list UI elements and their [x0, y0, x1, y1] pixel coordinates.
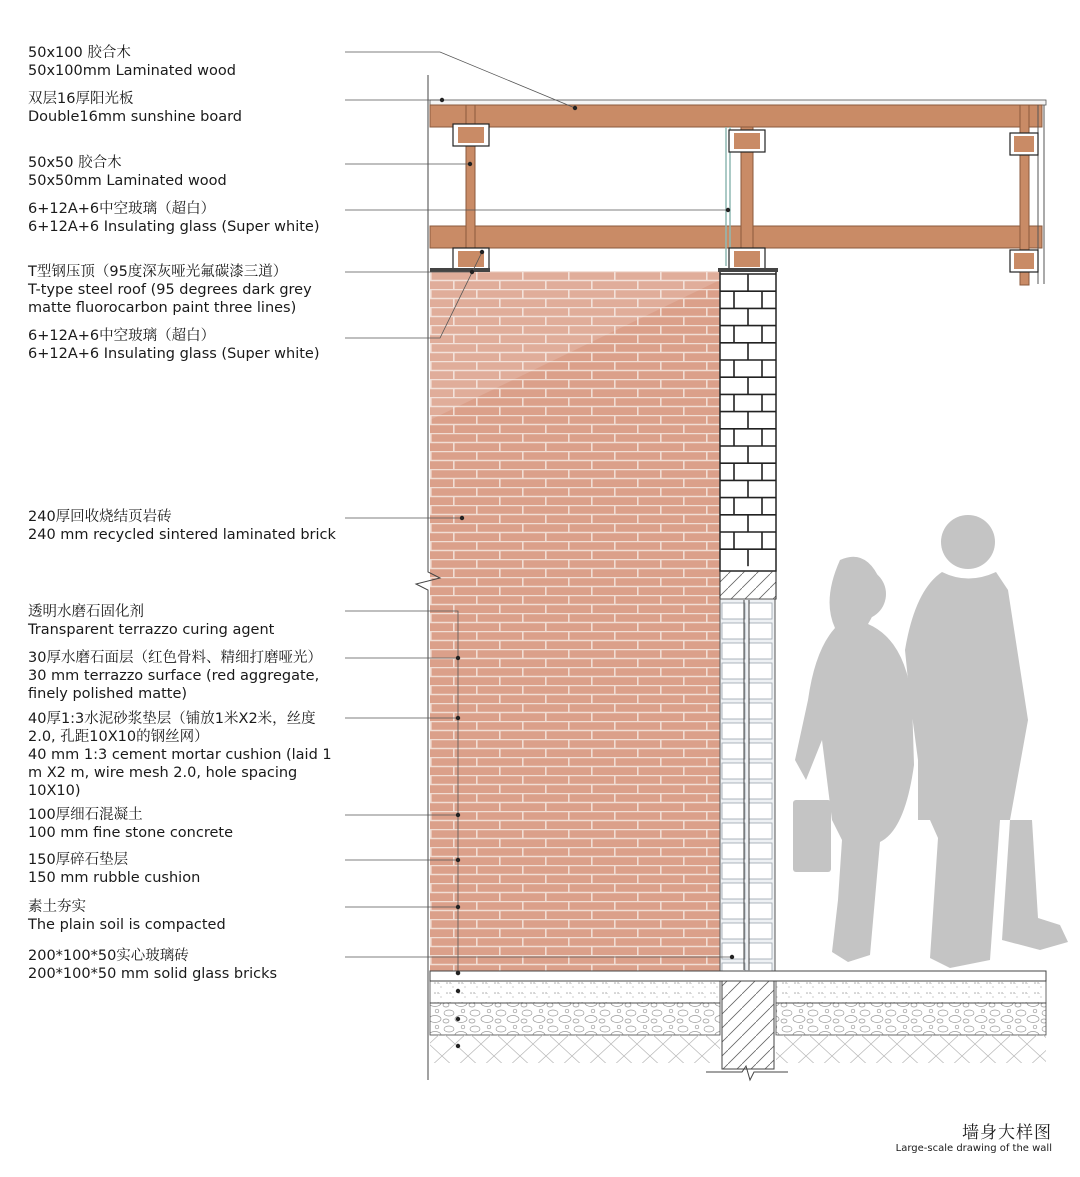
- leader-dot: [456, 971, 460, 975]
- leader-dot: [456, 989, 460, 993]
- annotation-terrazzo-surface: 30厚水磨石面层（红色骨料、精细打磨哑光） 30 mm terrazzo surface (red aggregate, finely polished matte): [28, 650, 322, 702]
- annotation-sunshine-board: 双层16厚阳光板 Double16mm sunshine board: [28, 91, 242, 125]
- leader-dot: [726, 208, 730, 212]
- annotation-plain-soil: 素土夯实 The plain soil is compacted: [28, 899, 226, 933]
- people-silhouettes: [793, 515, 1068, 968]
- caption-title: 墙身大样图: [962, 1123, 1052, 1143]
- annotation-sintered-brick: 240厚回收烧结页岩砖 240 mm recycled sintered laminated brick: [28, 509, 336, 543]
- annotation-cement-mortar: 40厚1:3水泥砂浆垫层（铺放1米X2米，丝度 2.0, 孔距10X10的钢丝网） 40 mm 1:3 cement mortar cushion (laid 1 m X2 m, wire mesh 2.0, hole spacing 10X10): [28, 711, 332, 799]
- annotation-terrazzo-curing-agent: 透明水磨石固化剂 Transparent terrazzo curing agent: [28, 604, 275, 638]
- annotation-rubble-cushion: 150厚碎石垫层 150 mm rubble cushion: [28, 852, 201, 886]
- leader-dot: [460, 516, 464, 520]
- leader-dot: [573, 106, 577, 110]
- roof-frame: [430, 100, 1046, 285]
- leader-dot: [440, 98, 444, 102]
- leader-dot: [456, 813, 460, 817]
- annotation-fine-stone-concrete: 100厚细石混凝土 100 mm fine stone concrete: [28, 807, 234, 841]
- leader-dot: [468, 162, 472, 166]
- leader-dot: [470, 270, 474, 274]
- annotation-laminated-wood-50x50: 50x50 胶合木 50x50mm Laminated wood: [28, 155, 227, 189]
- leader-dot: [456, 716, 460, 720]
- annotation-solid-glass-bricks: 200*100*50实心玻璃砖 200*100*50 mm solid glass bricks: [28, 948, 278, 982]
- annotation-insulating-glass-upper: 6+12A+6中空玻璃（超白） 6+12A+6 Insulating glass (Super white): [28, 201, 320, 235]
- white-brick-column: [720, 271, 776, 571]
- leader-dot: [480, 250, 484, 254]
- leader-dot: [456, 1017, 460, 1021]
- leader-dot: [456, 656, 460, 660]
- lintel-hatch: [720, 571, 776, 599]
- glass-brick-column: [720, 599, 775, 971]
- annotation-laminated-wood-50x100: 50x100 胶合木 50x100mm Laminated wood: [28, 45, 236, 79]
- caption-subtitle: Large-scale drawing of the wall: [895, 1143, 1052, 1154]
- leader-dot: [730, 955, 734, 959]
- annotation-insulating-glass-lower: 6+12A+6中空玻璃（超白） 6+12A+6 Insulating glass (Super white): [28, 328, 320, 362]
- leader-dot: [456, 1044, 460, 1048]
- leader-dot: [456, 858, 460, 862]
- annotation-t-steel-roof: T型钢压顶（95度深灰哑光氟碳漆三道） T-type steel roof (95 degrees dark grey matte fluorocarbon paint three lines): [28, 264, 312, 316]
- floor-buildup: [430, 971, 1046, 1080]
- leader-dot: [456, 905, 460, 909]
